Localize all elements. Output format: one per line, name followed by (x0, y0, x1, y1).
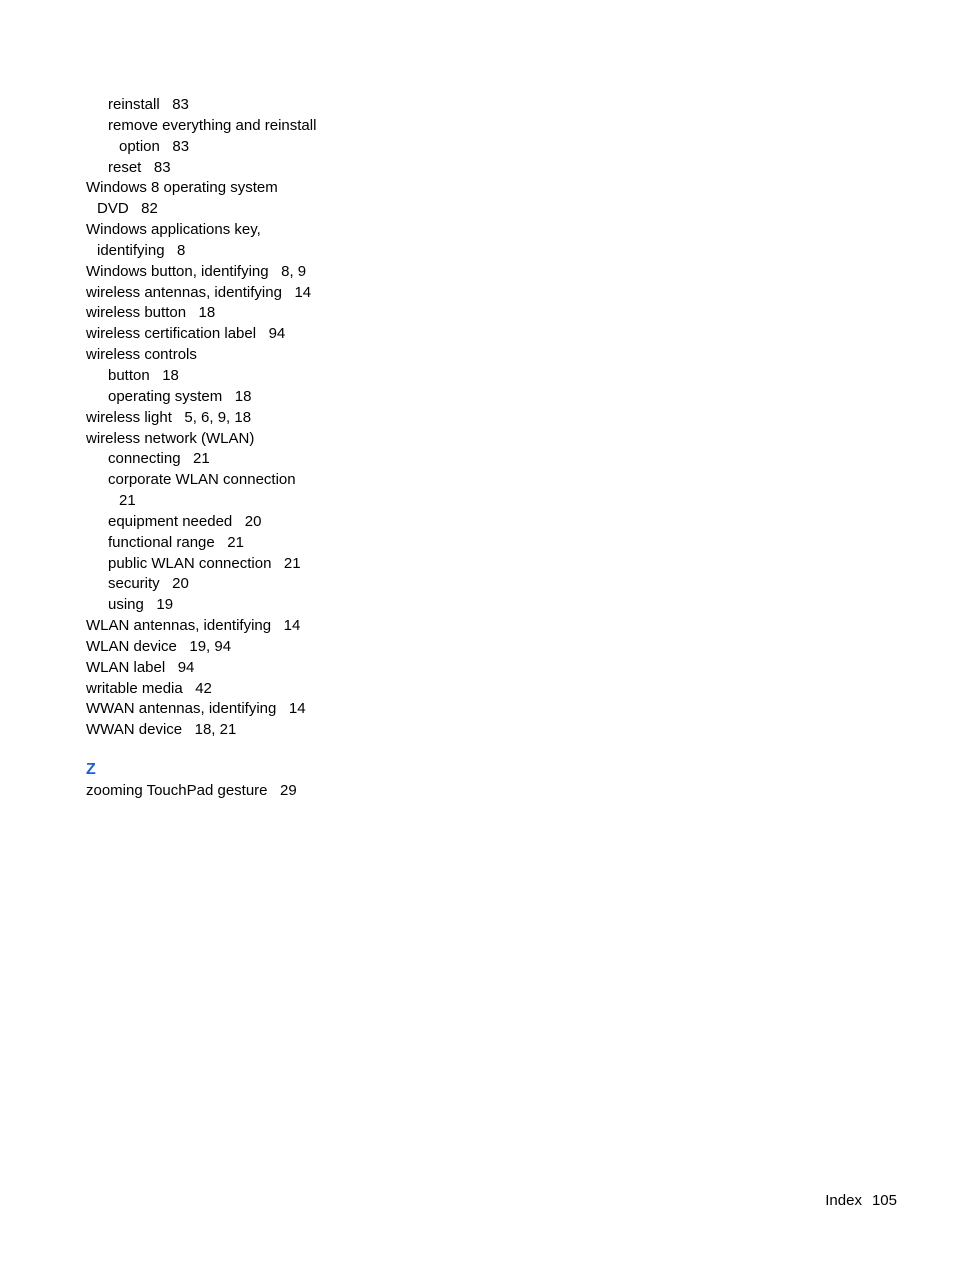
index-subentry: connecting 21 (108, 450, 210, 468)
index-entry: zooming TouchPad gesture 29 (86, 782, 297, 800)
index-entry: writable media 42 (86, 679, 212, 697)
index-entry: DVD 82 (97, 200, 158, 218)
index-entry: WWAN antennas, identifying 14 (86, 700, 306, 718)
index-subentry: using 19 (108, 596, 174, 614)
index-entry: wireless certification label 94 (86, 325, 286, 343)
index-entry: Windows applications key, (86, 221, 261, 239)
index-entry: Windows 8 operating system (86, 179, 278, 197)
index-entry: Windows button, identifying 8, 9 (86, 262, 307, 280)
index-subentry: functional range 21 (108, 533, 244, 551)
index-entry: wireless network (WLAN) (86, 429, 255, 447)
index-subentry: reset 83 (108, 158, 171, 176)
index-entry: wireless light 5, 6, 9, 18 (86, 408, 252, 426)
index-entry: WLAN device 19, 94 (86, 637, 232, 655)
index-subentry: public WLAN connection 21 (108, 554, 301, 572)
index-subentry: security 20 (108, 575, 189, 593)
index-entry: WWAN device 18, 21 (86, 721, 237, 739)
index-entry: WLAN label 94 (86, 658, 195, 676)
index-subentry: corporate WLAN connection (108, 471, 296, 489)
index-entry: wireless controls (86, 346, 197, 364)
index-entry: WLAN antennas, identifying 14 (86, 617, 301, 635)
index-subentry: equipment needed 20 (108, 512, 262, 530)
index-section-w (86, 95, 386, 741)
index-subentry: reinstall 83 (108, 96, 189, 113)
index-column (86, 95, 386, 802)
index-subentry: remove everything and reinstall (108, 116, 317, 134)
index-subentry: option 83 (119, 137, 190, 155)
index-subentry: 21 (119, 492, 136, 510)
footer-label: Index (825, 1192, 862, 1209)
index-section-z (86, 781, 386, 802)
page-number: 105 (871, 1192, 897, 1209)
index-entry: wireless button 18 (86, 304, 216, 322)
index-subentry: button 18 (108, 366, 179, 384)
index-subentry: operating system 18 (108, 387, 252, 405)
index-entry: wireless antennas, identifying 14 (86, 283, 312, 301)
index-entry: identifying 8 (97, 241, 186, 259)
page-footer (825, 1191, 897, 1211)
index-letter-heading: Z (86, 761, 96, 779)
